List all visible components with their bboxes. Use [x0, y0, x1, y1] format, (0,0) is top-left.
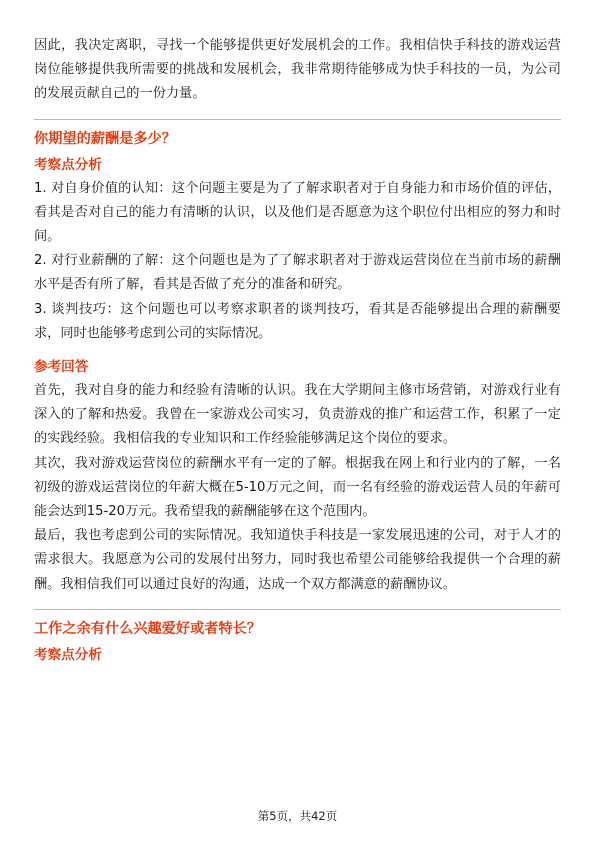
question-section-salary — [34, 128, 561, 597]
answer-paragraph: 最后，我也考虑到公司的实际情况。我知道快手科技是一家发展迅速的公司，对于人才的需求很大。我愿意为公司的发展付出努力，同时我也希望公司能够给我提供一个合理的薪酬。我相信我们可以通过良好的沟通，达成一个双方都满意的薪酬协议。 — [34, 528, 561, 592]
answer-heading: 参考回答 — [34, 359, 89, 376]
answer-paragraph: 首先，我对自身的能力和经验有清晰的认识。我在大学期间主修市场营销，对游戏行业有深入的了解和热爱。我曾在一家游戏公司实习，负责游戏的推广和运营工作，积累了一定的实践经验。我相信我的专业知识和工作经验能够满足这个岗位的要求。 — [34, 383, 561, 447]
spacer — [34, 346, 561, 352]
answer-paragraph: 其次，我对游戏运营岗位的薪酬水平有一定的了解。根据我在网上和行业内的了解，一名初级的游戏运营岗位的年薪大概在5-10万元之间，而一名有经验的游戏运营人员的年薪可能会达到15-20万元。我希望我的薪酬能够在这个范围内。 — [34, 455, 561, 520]
page-number-footer: 第5页，共42页 — [257, 809, 338, 823]
document-page — [34, 34, 561, 667]
question-heading: 你期望的薪酬是多少？ — [34, 130, 176, 147]
section-divider — [34, 609, 561, 610]
analysis-item: 2. 对行业薪酬的了解：这个问题也是为了了解求职者对于游戏运营岗位在当前市场的薪酬水平是否有所了解，看其是否做了充分的准备和研究。 — [34, 253, 561, 293]
section-divider — [34, 119, 561, 120]
question-heading: 工作之余有什么兴趣爱好或者特长？ — [34, 620, 262, 637]
question-section-hobbies — [34, 618, 561, 666]
analysis-heading: 考察点分析 — [34, 156, 102, 173]
analysis-heading: 考察点分析 — [34, 646, 102, 663]
analysis-item: 1. 对自身价值的认知：这个问题主要是为了了解求职者对于自身能力和市场价值的评估，看其是否对自己的能力有清晰的认识，以及他们是否愿意为这个职位付出相应的努力和时间。 — [34, 180, 561, 245]
analysis-item: 3. 谈判技巧：这个问题也可以考察求职者的谈判技巧，看其是否能够提出合理的薪酬要求，同时也能够考虑到公司的实际情况。 — [34, 301, 561, 341]
intro-paragraph: 因此，我决定离职，寻找一个能够提供更好发展机会的工作。我相信快手科技的游戏运营岗位能够提供我所需要的挑战和发展机会，我非常期待能够成为快手科技的一员，为公司的发展贡献自己的一份力量。 — [34, 38, 561, 102]
